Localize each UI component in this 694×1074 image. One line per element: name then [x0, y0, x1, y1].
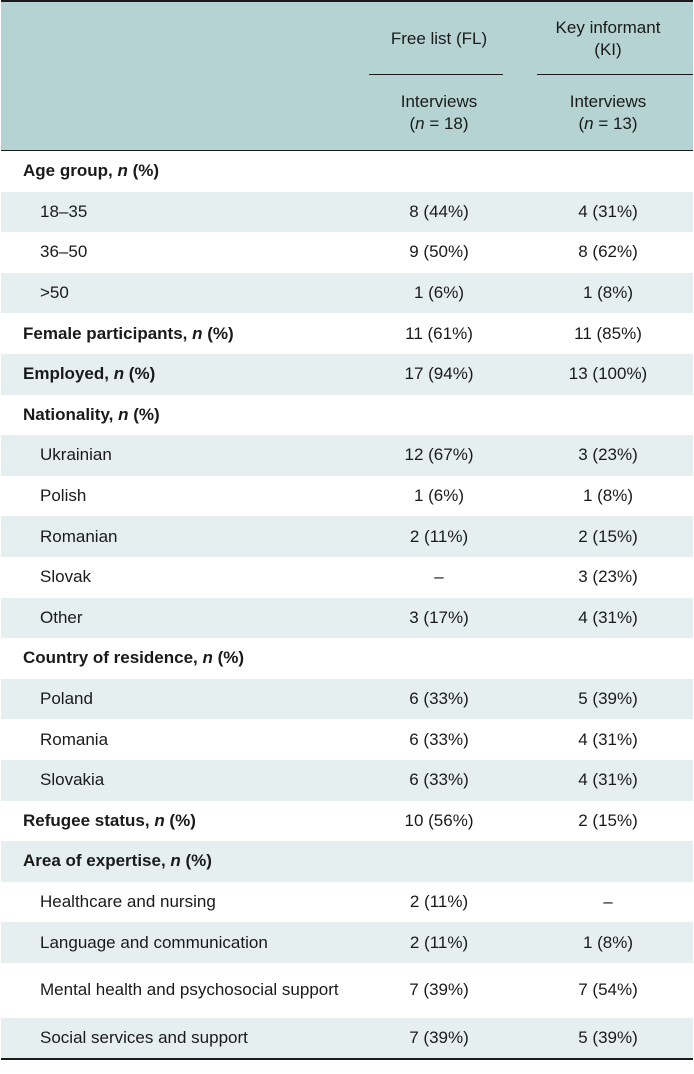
row-group-label: Female participants, n (%)	[1, 313, 355, 354]
fl-value	[355, 841, 523, 882]
row-label: Other	[1, 598, 355, 639]
row-label: Social services and support	[1, 1018, 355, 1060]
table-row	[1, 1018, 693, 1060]
table-row	[1, 841, 693, 882]
free-list-underline	[369, 74, 503, 75]
fl-value: 2 (11%)	[355, 882, 523, 923]
fl-sub-line1: Interviews	[400, 91, 478, 111]
table-row	[1, 476, 693, 517]
row-label: Healthcare and nursing	[1, 882, 355, 923]
fl-value: 6 (33%)	[355, 760, 523, 801]
fl-value	[355, 395, 523, 436]
free-list-title: Free list (FL)	[390, 28, 488, 48]
ki-value: –	[523, 882, 693, 923]
table-row	[1, 273, 693, 314]
table-row	[1, 354, 693, 395]
row-group-label: Country of residence, n (%)	[1, 638, 355, 679]
row-label: Slovakia	[1, 760, 355, 801]
ki-value: 1 (8%)	[523, 476, 693, 517]
row-label: >50	[1, 273, 355, 314]
table-row	[1, 598, 693, 639]
fl-value: 11 (61%)	[355, 313, 523, 354]
ki-value: 8 (62%)	[523, 232, 693, 273]
ki-value: 2 (15%)	[523, 516, 693, 557]
table-row	[1, 679, 693, 720]
fl-value: 1 (6%)	[355, 476, 523, 517]
row-label: Romanian	[1, 516, 355, 557]
header-fl-sub	[355, 75, 523, 151]
key-informant-title-line1: Key informant	[555, 17, 661, 37]
header-row-sub	[1, 75, 693, 151]
ki-value: 4 (31%)	[523, 598, 693, 639]
row-label: Mental health and psychosocial support	[1, 963, 355, 1018]
ki-value: 4 (31%)	[523, 719, 693, 760]
row-group-label: Nationality, n (%)	[1, 395, 355, 436]
ki-sub-n: n	[584, 113, 594, 133]
fl-value	[355, 151, 523, 192]
fl-value: –	[355, 557, 523, 598]
table-row	[1, 557, 693, 598]
header-key-informant	[523, 1, 693, 75]
table-row	[1, 313, 693, 354]
table-row	[1, 801, 693, 842]
ki-value	[523, 841, 693, 882]
ki-value: 4 (31%)	[523, 192, 693, 233]
fl-value: 2 (11%)	[355, 922, 523, 963]
table-row	[1, 882, 693, 923]
ki-sub-line2: (n = 13)	[578, 113, 638, 133]
table-row	[1, 760, 693, 801]
table-row	[1, 516, 693, 557]
header-sub-empty-cell	[1, 75, 355, 151]
fl-value: 10 (56%)	[355, 801, 523, 842]
demographics-table-container	[1, 0, 693, 1060]
row-group-label: Area of expertise, n (%)	[1, 841, 355, 882]
row-label: Language and communication	[1, 922, 355, 963]
ki-value: 5 (39%)	[523, 1018, 693, 1060]
table-row	[1, 232, 693, 273]
ki-value	[523, 395, 693, 436]
fl-value: 17 (94%)	[355, 354, 523, 395]
table-header	[1, 1, 693, 151]
row-label: 36–50	[1, 232, 355, 273]
ki-value: 1 (8%)	[523, 922, 693, 963]
demographics-table	[1, 0, 693, 1060]
ki-sub-line1: Interviews	[569, 91, 647, 111]
row-label: Ukrainian	[1, 435, 355, 476]
row-label: Poland	[1, 679, 355, 720]
header-free-list	[355, 1, 523, 75]
table-row	[1, 151, 693, 192]
fl-value: 6 (33%)	[355, 719, 523, 760]
key-informant-title-line2: (KI)	[594, 39, 622, 59]
row-group-label: Age group, n (%)	[1, 151, 355, 192]
table-body	[1, 151, 693, 1060]
ki-value: 4 (31%)	[523, 760, 693, 801]
fl-value: 7 (39%)	[355, 963, 523, 1018]
row-label: Romania	[1, 719, 355, 760]
key-informant-underline	[537, 74, 693, 75]
row-group-label: Refugee status, n (%)	[1, 801, 355, 842]
table-row	[1, 638, 693, 679]
table-row	[1, 395, 693, 436]
ki-value: 1 (8%)	[523, 273, 693, 314]
fl-value: 9 (50%)	[355, 232, 523, 273]
row-label: Polish	[1, 476, 355, 517]
ki-value	[523, 151, 693, 192]
header-empty-cell	[1, 1, 355, 75]
fl-value	[355, 638, 523, 679]
ki-value: 7 (54%)	[523, 963, 693, 1018]
fl-value: 8 (44%)	[355, 192, 523, 233]
fl-value: 2 (11%)	[355, 516, 523, 557]
header-row-groups	[1, 1, 693, 75]
row-label: 18–35	[1, 192, 355, 233]
fl-value: 3 (17%)	[355, 598, 523, 639]
ki-value: 2 (15%)	[523, 801, 693, 842]
fl-value: 1 (6%)	[355, 273, 523, 314]
table-row	[1, 435, 693, 476]
fl-sub-line2: (n = 18)	[409, 113, 469, 133]
table-row	[1, 719, 693, 760]
ki-value: 3 (23%)	[523, 557, 693, 598]
row-group-label: Employed, n (%)	[1, 354, 355, 395]
ki-value: 5 (39%)	[523, 679, 693, 720]
header-ki-sub	[523, 75, 693, 151]
table-row	[1, 192, 693, 233]
ki-value: 11 (85%)	[523, 313, 693, 354]
ki-value: 13 (100%)	[523, 354, 693, 395]
row-label: Slovak	[1, 557, 355, 598]
table-row	[1, 922, 693, 963]
fl-sub-n: n	[415, 113, 425, 133]
fl-value: 6 (33%)	[355, 679, 523, 720]
fl-value: 12 (67%)	[355, 435, 523, 476]
fl-value: 7 (39%)	[355, 1018, 523, 1060]
ki-value: 3 (23%)	[523, 435, 693, 476]
table-row	[1, 963, 693, 1018]
ki-value	[523, 638, 693, 679]
